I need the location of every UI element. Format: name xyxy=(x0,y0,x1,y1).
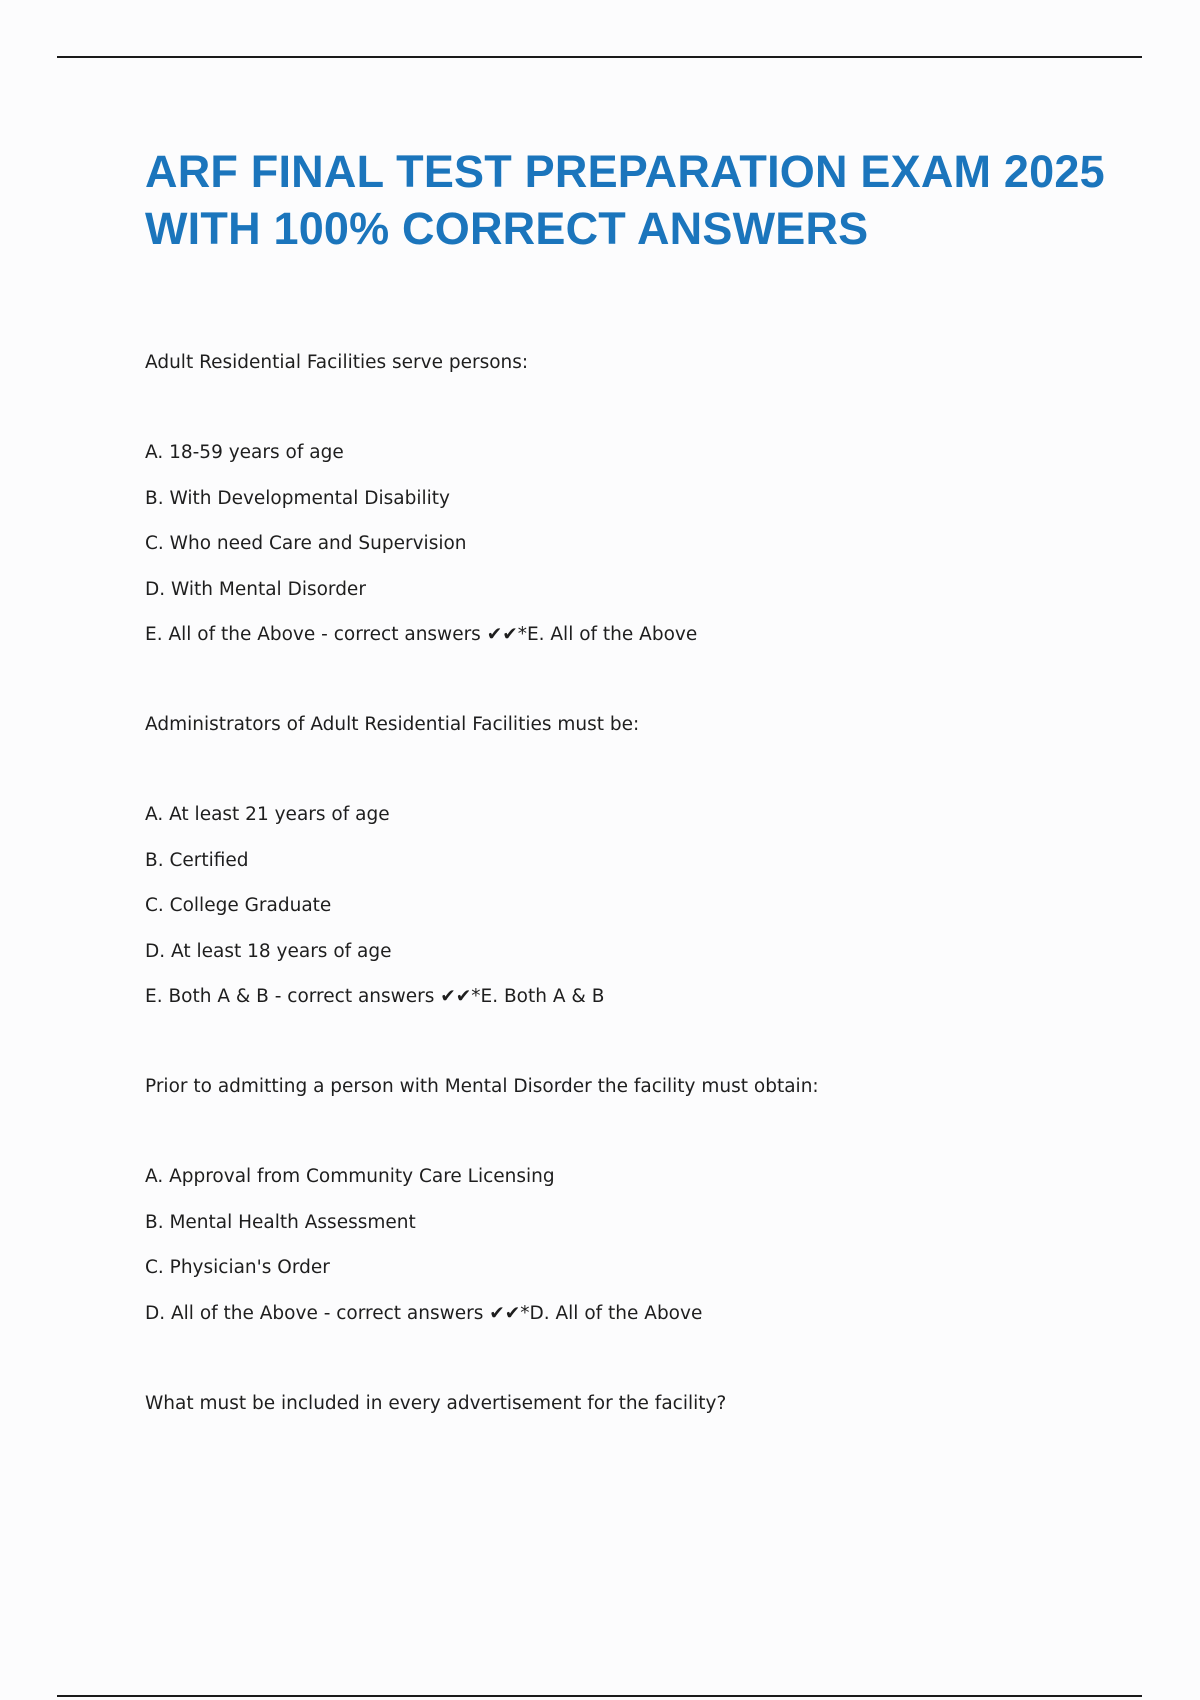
document-body xyxy=(145,345,1095,1422)
answer-option: A. 18-59 years of age xyxy=(145,442,344,463)
answer-option: B. Certified xyxy=(145,849,249,871)
answer-option: B. With Developmental Disability xyxy=(145,487,450,509)
answer-options xyxy=(145,797,1095,1015)
answer-options xyxy=(145,1159,1095,1332)
question-block xyxy=(145,707,1095,1015)
question-block xyxy=(145,1386,1095,1422)
bottom-rule xyxy=(57,1695,1142,1697)
correct-answer-option: E. Both A & B - correct answers ✔✔*E. Both A & B xyxy=(145,986,605,1007)
answer-option: C. Physician's Order xyxy=(145,1257,330,1278)
question-block xyxy=(145,345,1095,653)
answer-option: D. With Mental Disorder xyxy=(145,578,366,600)
answer-option: A. At least 21 years of age xyxy=(145,804,390,825)
correct-answer-option: D. All of the Above - correct answers ✔✔*D. All of the Above xyxy=(145,1302,703,1324)
answer-option: A. Approval from Community Care Licensing xyxy=(145,1166,555,1187)
question-text: Adult Residential Facilities serve persons: xyxy=(145,352,529,373)
answer-option: C. College Graduate xyxy=(145,895,332,916)
answer-options xyxy=(145,435,1095,653)
question-text: What must be included in every advertisement for the facility? xyxy=(145,1392,727,1414)
document-title: ARF FINAL TEST PREPARATION EXAM 2025 WITH 100% CORRECT ANSWERS xyxy=(145,146,1105,254)
correct-answer-option: E. All of the Above - correct answers ✔✔*E. All of the Above xyxy=(145,624,698,645)
question-text: Prior to admitting a person with Mental Disorder the facility must obtain: xyxy=(145,1076,819,1097)
answer-option: D. At least 18 years of age xyxy=(145,940,392,962)
top-rule xyxy=(57,56,1142,58)
question-block xyxy=(145,1069,1095,1332)
answer-option: B. Mental Health Assessment xyxy=(145,1211,416,1233)
answer-option: C. Who need Care and Supervision xyxy=(145,533,467,554)
question-text: Administrators of Adult Residential Facilities must be: xyxy=(145,714,640,735)
